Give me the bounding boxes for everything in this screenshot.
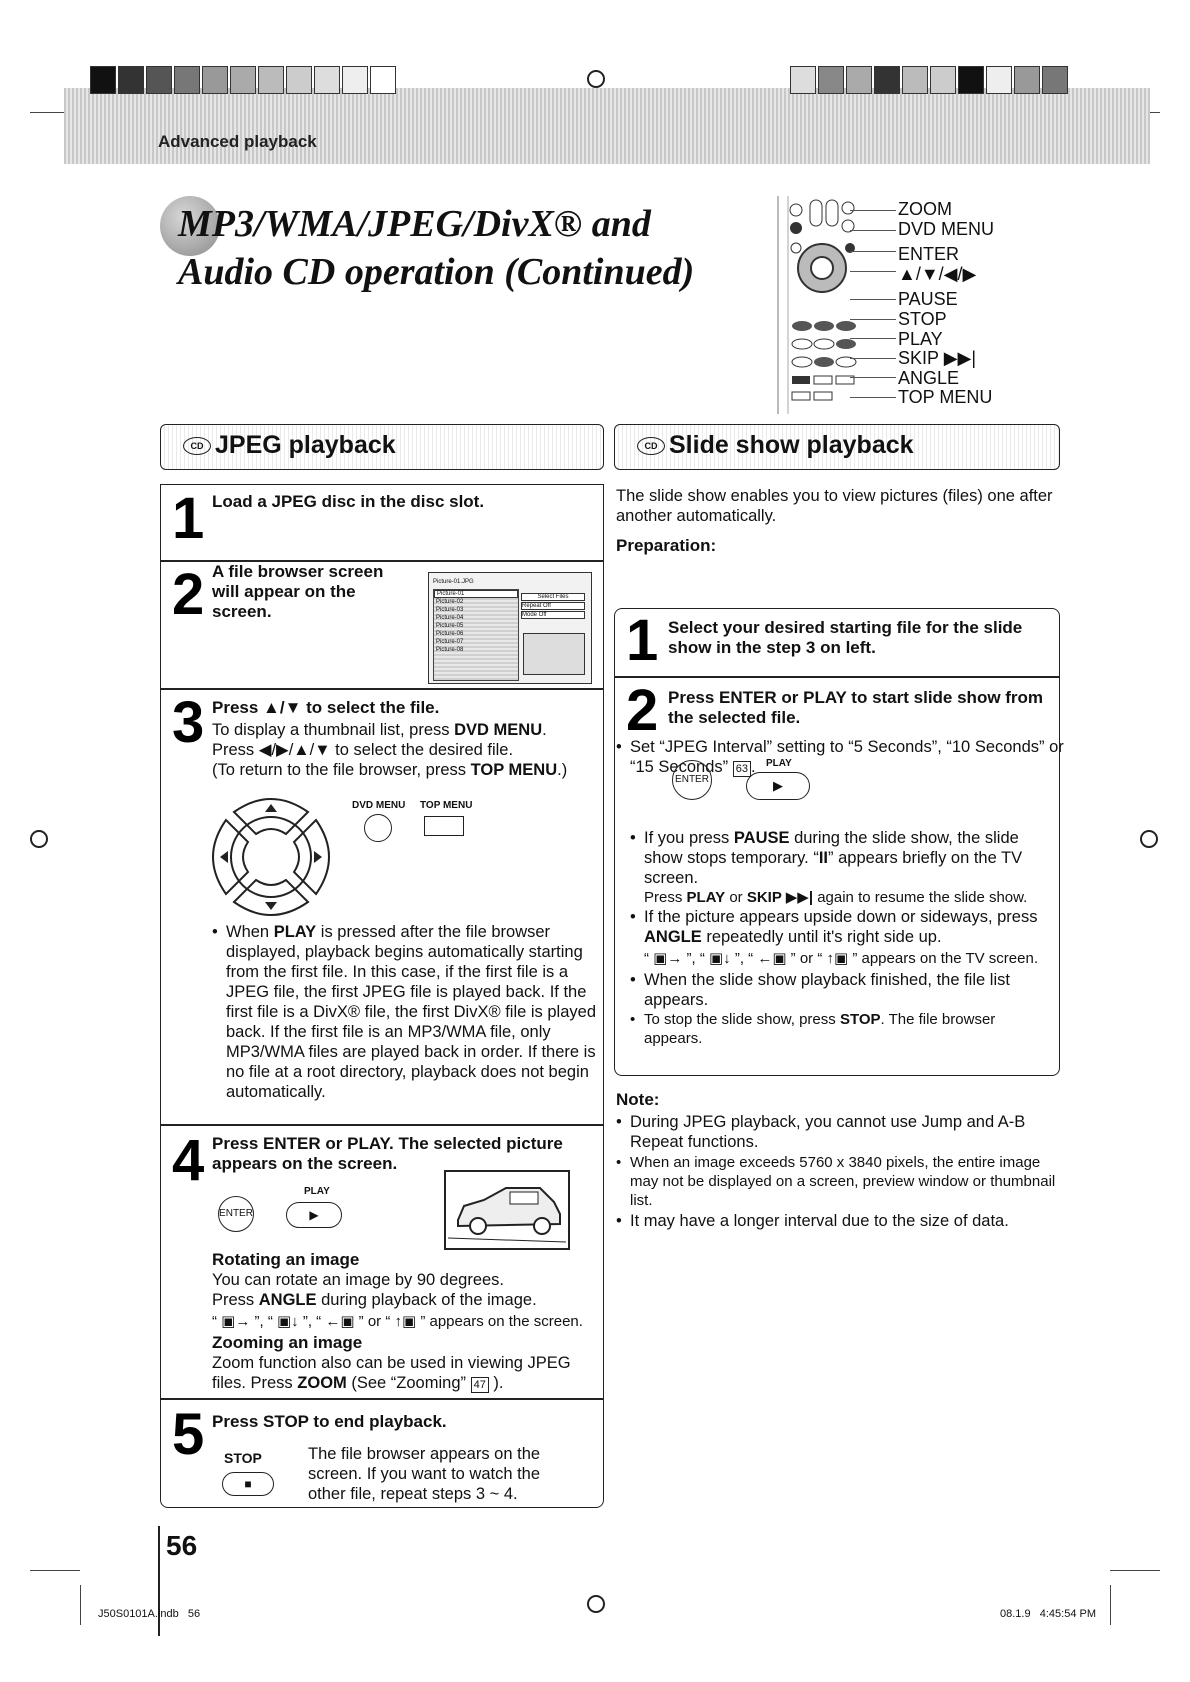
registration-mark-icon (1140, 830, 1158, 848)
browser-file: Picture-03 (436, 607, 464, 613)
text: Press ◀/▶/▲/▼ to select the desired file. (212, 741, 514, 759)
text: Press (212, 1291, 259, 1309)
rotate-heading: Rotating an image (212, 1250, 360, 1269)
browser-file: Picture-04 (436, 615, 464, 621)
browser-file-list (433, 589, 519, 681)
text: • When the slide show playback finished, the file list appears. (630, 970, 1050, 1010)
step-number: 3 (172, 690, 205, 755)
crop-mark (80, 1585, 81, 1625)
top-menu-label: TOP MENU (420, 800, 473, 811)
dvd-menu-label: DVD MENU (352, 800, 406, 811)
step-number: 2 (172, 562, 205, 627)
step-number: 1 (172, 486, 205, 551)
header-band (64, 88, 1150, 164)
color-bar-left (90, 66, 398, 94)
key-label: ANGLE (644, 928, 702, 946)
step-number: 1 (626, 608, 659, 673)
page-number: 56 (166, 1530, 198, 1561)
top-menu-button-icon (424, 816, 464, 836)
text: files. Press (212, 1374, 298, 1392)
text: . The file browser appears. (644, 1011, 996, 1047)
cd-badge-icon: CD (637, 437, 665, 455)
slide-heading: Slide show playback (669, 431, 914, 459)
jpeg-step5-title: Press STOP to end playback. (212, 1412, 447, 1431)
jpeg-step5-text: The file browser appears on the screen. If you want to watch the other file, repeat steps 3 ~ 4. (308, 1445, 541, 1503)
play-button-icon: ▶ (286, 1202, 342, 1228)
car-picture-icon (444, 1170, 570, 1250)
note-list (616, 1112, 1056, 1231)
remote-control-icon (776, 196, 906, 414)
key-label: STOP (839, 1011, 881, 1028)
text: .) (557, 761, 568, 779)
remote-label: STOP (898, 308, 947, 329)
jpeg-step2-title: A file browser screen will appear on the screen. (212, 562, 384, 621)
slide-step1-title: Select your desired starting file for the slide show in the step 3 on left. (668, 618, 1023, 657)
remote-label: ▲/▼/◀/▶ (898, 263, 977, 284)
text: Press (644, 889, 687, 906)
remote-label: PLAY (898, 328, 943, 349)
page-title: MP3/WMA/JPEG/DivX® and Audio CD operation (Continued) (178, 203, 695, 293)
text: (To return to the file browser, press (212, 761, 471, 779)
note-item: • It may have a longer interval due to the size of data. (616, 1211, 1056, 1231)
remote-label: TOP MENU (898, 387, 993, 408)
jpeg-step4-text (212, 1250, 600, 1393)
key-label: PLAY (686, 889, 726, 906)
jpeg-step3-note (212, 922, 602, 1102)
browser-file: Picture-07 (436, 639, 464, 645)
text: (See “Zooming” (346, 1374, 471, 1392)
enter-button-icon: ENTER (218, 1196, 254, 1232)
note-heading: Note: (616, 1090, 660, 1109)
text: When (226, 923, 274, 941)
pause-symbol: II (818, 849, 829, 867)
rotation-icons-text: “ ▣→ ”, “ ▣↓ ”, “ ←▣ ” or “ ↑▣ ” appears on the TV screen. (644, 950, 1038, 967)
text: You can rotate an image by 90 degrees. (212, 1271, 505, 1289)
browser-menu-item: Repeat Off (521, 602, 585, 610)
enter-button-icon: ENTER (672, 760, 712, 800)
jpeg-step1-title: Load a JPEG disc in the disc slot. (212, 492, 485, 511)
browser-file: Picture-05 (436, 623, 464, 629)
cd-badge-icon: CD (183, 437, 211, 455)
text: ). (488, 1374, 504, 1392)
slide-step2-title: Press ENTER or PLAY to start slide show from the selected file. (668, 688, 1044, 727)
key-label: PAUSE (733, 829, 790, 847)
play-button-icon: ▶ (746, 772, 810, 800)
registration-mark-icon (587, 1595, 605, 1613)
remote-label: ANGLE (898, 367, 960, 388)
play-label: PLAY (304, 1186, 330, 1197)
file-browser-preview (428, 572, 592, 684)
step-number: 5 (172, 1402, 205, 1467)
footer-date: 08.1.9 4:45:54 PM (1000, 1608, 1097, 1620)
text: Zoom function also can be used in viewing JPEG (212, 1354, 571, 1372)
step-number: 2 (626, 678, 659, 743)
jpeg-step4-title: Press ENTER or PLAY. The selected picture appears on the screen. (212, 1134, 563, 1173)
slide-bullets (630, 828, 1050, 1048)
zoom-heading: Zooming an image (212, 1333, 363, 1352)
text: is pressed after the file browser displayed, playback begins automatically starting from the first file. In this case, if the first file is a JPEG file, the first JPEG file is played back. If the first file is a DivX® file, the first DivX® file is played back. If the first file is an MP3/WMA file, only MP3/WMA files are played back in order. If there is no file at a root directory, playback does not begin automatically. (226, 923, 597, 1101)
stop-button-icon: ■ (222, 1472, 274, 1496)
jpeg-heading: JPEG playback (215, 431, 396, 459)
remote-label: ENTER (898, 244, 960, 265)
color-bar-right (790, 66, 1070, 94)
browser-menu (521, 593, 585, 619)
jpeg-step3-title: Press ▲/▼ to select the file. (212, 698, 440, 717)
registration-mark-icon (30, 830, 48, 848)
text: or (725, 889, 747, 906)
rotation-icons-text: “ ▣→ ”, “ ▣↓ ”, “ ←▣ ” or “ ↑▣ ” appears on the screen. (212, 1313, 583, 1330)
arrow-pad-icon (204, 790, 338, 924)
browser-file: Picture-01 (434, 590, 518, 598)
key-label: DVD MENU (454, 721, 543, 739)
browser-file: Picture-02 (436, 599, 464, 605)
text: Set “JPEG Interval” setting to “5 Seconds”, “10 Seconds” or “15 Seconds” (630, 738, 1064, 776)
remote-label: ZOOM (898, 199, 952, 219)
key-label: ANGLE (258, 1291, 317, 1309)
footer-file: J50S0101A.indb 56 (98, 1608, 201, 1620)
text: during playback of the image. (316, 1291, 537, 1309)
key-label: SKIP ▶▶| (746, 889, 814, 906)
text: To display a thumbnail list, press (212, 721, 455, 739)
browser-path: Picture-01.JPG (433, 579, 474, 585)
text: To stop the slide show, press (644, 1011, 840, 1028)
text: If the picture appears upside down or sideways, press (644, 908, 1038, 926)
section-label: Advanced playback (158, 132, 317, 151)
slide-intro: The slide show enables you to view pictures (files) one after another automatically. (616, 487, 1053, 525)
text: again to resume the slide show. (813, 889, 1028, 906)
key-label: TOP MENU (470, 761, 558, 779)
text: repeatedly until it's right side up. (701, 928, 942, 946)
dvd-menu-button-icon (364, 814, 392, 842)
browser-file: Picture-08 (436, 647, 464, 653)
step-number: 4 (172, 1128, 205, 1193)
page-reference: 47 (471, 1377, 489, 1393)
browser-menu-item: Mode Off (521, 611, 585, 619)
slide-section-header (614, 424, 1060, 470)
jpeg-section-header (160, 424, 604, 470)
jpeg-step3-text (212, 720, 596, 780)
text: during the slide show, the slide show stops temporary. “ (644, 829, 1019, 867)
crop-mark (1110, 1585, 1111, 1625)
play-label: PLAY (766, 758, 792, 769)
remote-label: DVD MENU (898, 218, 995, 239)
preparation-heading: Preparation: (616, 536, 717, 555)
browser-file: Picture-06 (436, 631, 464, 637)
text: If you press (644, 829, 734, 847)
text: . (750, 758, 756, 776)
crop-mark (30, 1570, 80, 1571)
text: ” appears briefly on the TV screen. (644, 849, 1023, 887)
stop-label: STOP (224, 1450, 262, 1466)
page-reference: 63 (733, 761, 751, 777)
remote-label: SKIP ▶▶| (898, 348, 977, 369)
browser-thumbnail (523, 633, 585, 675)
text: . (542, 721, 547, 739)
key-label: PLAY (273, 923, 317, 941)
remote-button-labels (898, 200, 994, 408)
note-item: • During JPEG playback, you cannot use Jump and A-B Repeat functions. (616, 1112, 1056, 1152)
browser-menu-item: Select Files (521, 593, 585, 601)
key-label: ZOOM (297, 1374, 347, 1392)
crop-mark (1110, 1570, 1160, 1571)
registration-mark-icon (587, 70, 605, 88)
remote-label: PAUSE (898, 289, 958, 310)
note-item: • When an image exceeds 5760 x 3840 pixels, the entire image may not be displayed on a screen, preview window or thumbnail list. (616, 1153, 1056, 1210)
